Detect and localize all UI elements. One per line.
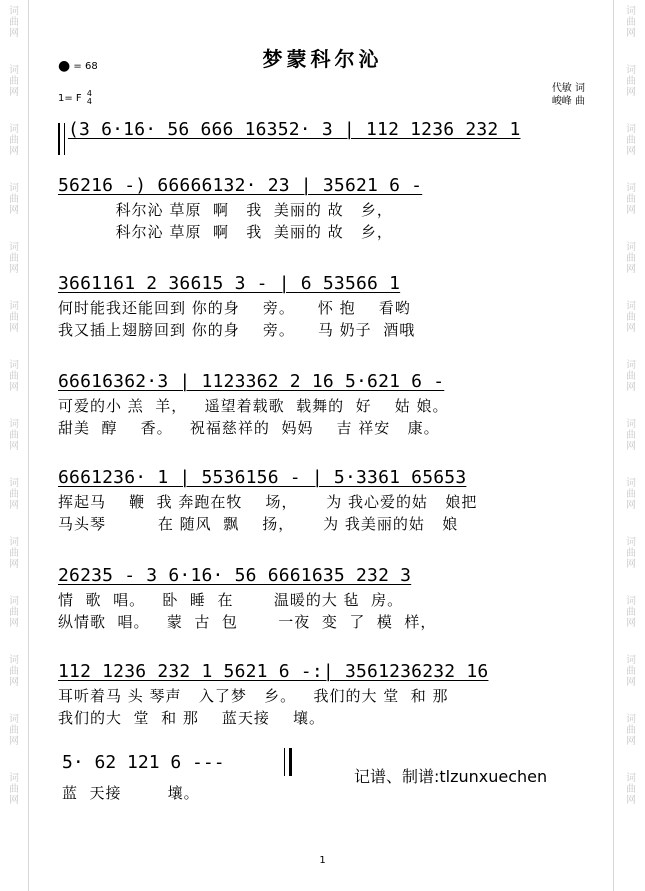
notation-line: 26235 - 3 6·16· 56 6661635 232 3 <box>58 565 412 586</box>
score-system-1 <box>58 116 588 165</box>
notation-line: 112 1236 232 1 5621 6 -:| 3561236232 16 <box>58 661 489 682</box>
key-label: 1= F <box>58 93 82 104</box>
score-system-6 <box>58 562 588 633</box>
lyric-line-2: 马头琴 在 随风 飘 扬， 为 我美丽的姑 娘 <box>58 515 459 533</box>
final-lyric-line: 蓝 天接 壤。 <box>62 784 200 802</box>
lyric-line-1: 情 歌 唱。 卧 睡 在 温暖的大 毡 房。 <box>58 591 404 609</box>
song-title: 梦蒙科尔沁 <box>262 47 383 71</box>
final-barline <box>284 748 292 776</box>
score-system-3 <box>58 270 588 341</box>
left-watermark-strip: 词 曲 网 词 曲 网 词 曲 网 词 曲 网 词 曲 网 词 曲 网 词 曲 网 词 曲 网 词 曲 网 词 曲 网 词 曲 网 词 曲 网 词 曲 网 词 曲 网 <box>9 6 19 806</box>
notation-line: (3 6·16· 56 666 16352· 3 | 112 1236 232 1 <box>68 119 521 140</box>
notation-line: 3661161 2 36615 3 - | 6 53566 1 <box>58 273 401 294</box>
lyricist-credit: 代敏 词 <box>551 83 585 94</box>
tempo-value: = 68 <box>73 61 98 72</box>
tempo-marking <box>58 58 98 74</box>
notation-line: 66616362·3 | 1123362 2 16 5·621 6 - <box>58 371 445 392</box>
repeat-start-barline <box>58 123 65 155</box>
lyric-line-2: 甜美 醇 香。 祝福慈祥的 妈妈 吉 祥安 康。 <box>58 419 440 437</box>
time-signature: 4 4 <box>86 89 92 106</box>
lyric-line-2: 纵情歌 唱。 蒙 古 包 一夜 变 了 模 样， <box>58 613 437 631</box>
lyric-line-1 <box>58 143 588 165</box>
score-system-7 <box>58 658 588 729</box>
transcriber-credit: 记谱、制谱:tlzunxuechen <box>354 767 548 786</box>
key-signature <box>58 90 92 106</box>
lyric-line-2: 我又插上翅膀回到 你的身 旁。 马 奶子 酒哦 <box>58 321 416 339</box>
quarter-note-icon: ● <box>58 58 71 74</box>
credits <box>552 82 585 108</box>
notation-line: 56216 -) 66666132· 23 | 35621 6 - <box>58 175 423 196</box>
composer-credit: 峻峰 曲 <box>551 96 585 107</box>
page-number: 1 <box>319 855 326 866</box>
lyric-line-2: 我们的大 堂 和 那 蓝天接 壤。 <box>58 709 325 727</box>
lyric-line-1: 可爱的小 羔 羊， 遥望着载歌 载舞的 好 姑 娘。 <box>58 397 449 415</box>
lyric-line-1: 耳听着马 头 琴声 入了梦 乡。 我们的大 堂 和 那 <box>58 687 449 705</box>
lyric-line-1: 何时能我还能回到 你的身 旁。 怀 抱 看哟 <box>58 299 411 317</box>
score-system-5 <box>58 464 588 535</box>
lyric-line-1: 挥起马 鞭 我 奔跑在牧 场， 为 我心爱的姑 娘把 <box>58 493 478 511</box>
right-watermark-strip: 词 曲 网 词 曲 网 词 曲 网 词 曲 网 词 曲 网 词 曲 网 词 曲 网 词 曲 网 词 曲 网 词 曲 网 词 曲 网 词 曲 网 词 曲 网 词 曲 网 <box>626 6 636 806</box>
score-system-4 <box>58 368 588 439</box>
final-notation-line: 5· 62 121 6 --- <box>62 752 225 773</box>
lyric-line-2: 科尔沁 草原 啊 我 美丽的 故 乡， <box>58 223 393 241</box>
score-system-2 <box>58 172 588 243</box>
lyric-line-1: 科尔沁 草原 啊 我 美丽的 故 乡， <box>58 201 393 219</box>
notation-line: 6661236· 1 | 5536156 - | 5·3361 65653 <box>58 467 467 488</box>
